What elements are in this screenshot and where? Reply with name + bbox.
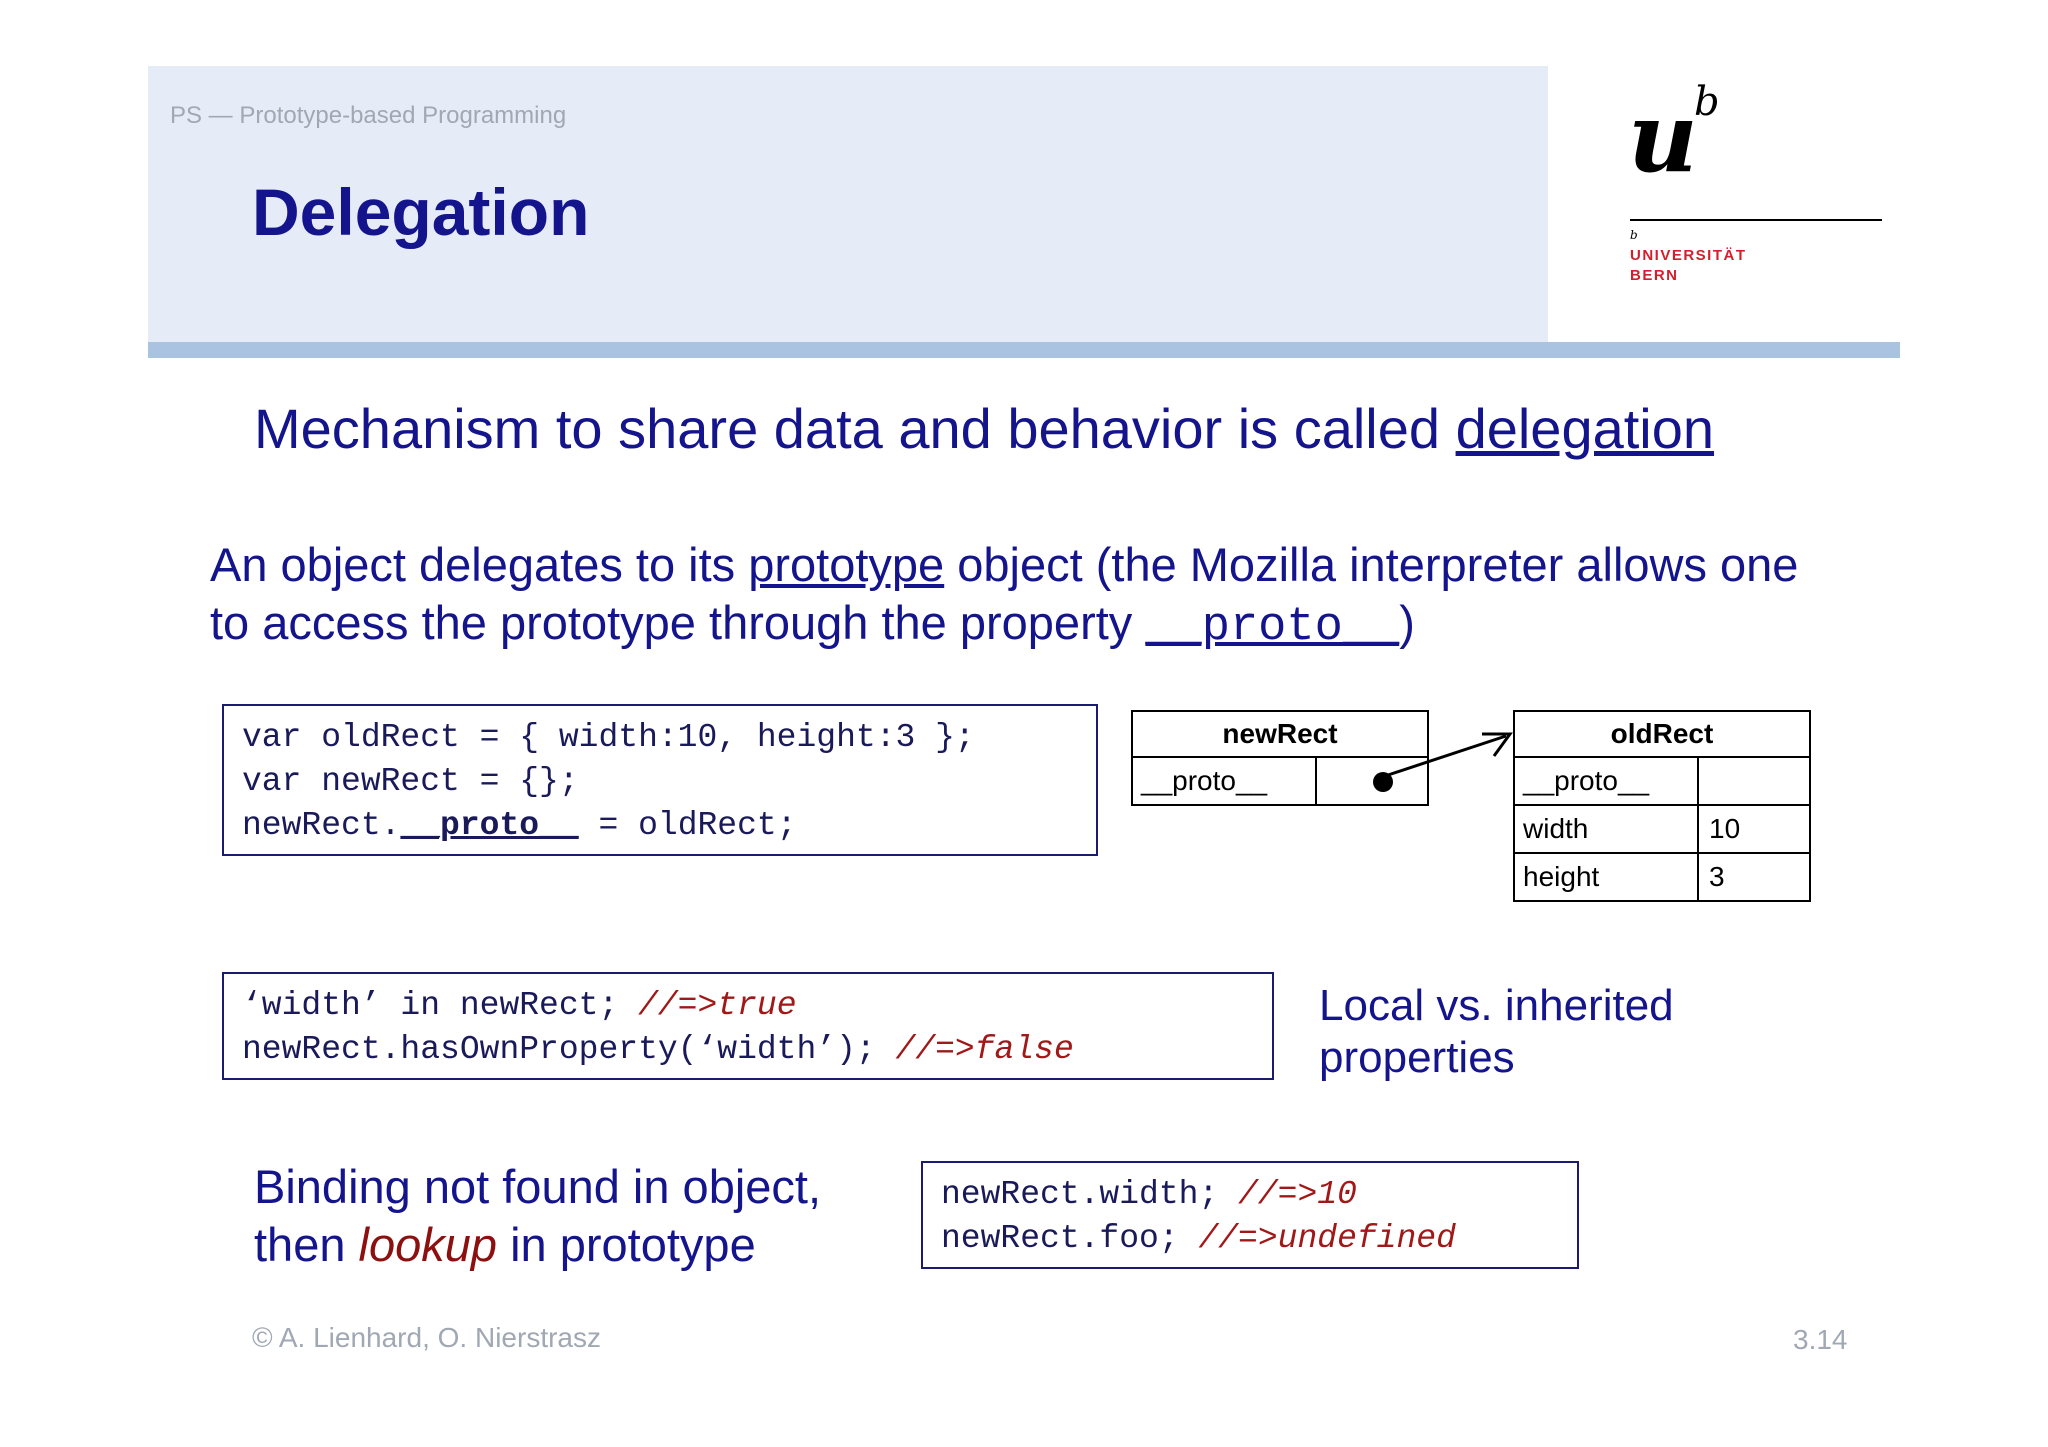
- object-title: oldRect: [1515, 712, 1809, 758]
- prototype-paragraph: [210, 536, 1810, 657]
- header-rule: [148, 342, 1900, 358]
- para-code-proto: __proto__: [1145, 601, 1400, 654]
- logo-wordmark: [1630, 246, 1747, 286]
- object-slot-row: [1515, 758, 1809, 806]
- delegation-arrow: [1370, 726, 1520, 786]
- code-block-property-check: [222, 972, 1274, 1080]
- object-slot-row: [1515, 854, 1809, 900]
- slot-value: 10: [1709, 813, 1741, 844]
- object-slot-row: [1515, 806, 1809, 854]
- slide-title: Delegation: [252, 175, 590, 249]
- footer-page-number: 3.14: [1793, 1324, 1848, 1355]
- code-line: newRect.hasOwnProperty(‘width’); //=>false: [242, 1031, 1074, 1068]
- logo-wordmark-line1: UNIVERSITÄT: [1630, 247, 1747, 264]
- object-title: newRect: [1133, 712, 1427, 758]
- code-line: var newRect = {};: [242, 763, 579, 800]
- slot-value: 3: [1709, 861, 1725, 892]
- logo-letter-b: b: [1694, 79, 1720, 125]
- lead-underlined-term: delegation: [1455, 397, 1715, 460]
- para-part3: ): [1399, 596, 1415, 649]
- code-line: var oldRect = { width:10, height:3 };: [242, 719, 975, 756]
- object-box-oldRect: [1513, 710, 1811, 902]
- lead-text: Mechanism to share data and behavior is called: [254, 397, 1456, 460]
- logo-divider: [1630, 219, 1882, 221]
- logo-letter-u: u: [1628, 81, 1698, 194]
- code-line: newRect.__proto__ = oldRect;: [242, 807, 797, 844]
- code-line: newRect.width; //=>10: [941, 1176, 1357, 1213]
- slot-key: width: [1515, 806, 1699, 852]
- slot-value: [1699, 758, 1809, 804]
- code-block-lookup: [921, 1161, 1579, 1269]
- logo-small-b: b: [1630, 228, 1638, 242]
- para-underlined-term: prototype: [748, 538, 945, 591]
- lead-statement: [254, 396, 1714, 461]
- note-local-inherited: Local vs. inherited properties: [1319, 981, 1674, 1082]
- slot-key: __proto__: [1515, 758, 1699, 804]
- code-line: newRect.foo; //=>undefined: [941, 1220, 1456, 1257]
- note-binding-lookup: Binding not found in object, then lookup in prototype: [254, 1160, 822, 1271]
- course-label: PS — Prototype-based Programming: [170, 102, 567, 129]
- code-block-definition: [222, 704, 1098, 856]
- footer-copyright: © A. Lienhard, O. Nierstrasz: [252, 1322, 601, 1353]
- para-part2: object (the Mozilla interpreter allows one to access the prototype through the property: [210, 538, 1799, 649]
- code-line: ‘width’ in newRect; //=>true: [242, 987, 797, 1024]
- para-part1: An object delegates to its: [210, 538, 749, 591]
- slot-key: height: [1515, 854, 1699, 900]
- slot-key: __proto__: [1133, 758, 1317, 804]
- logo-wordmark-line2: BERN: [1630, 267, 1679, 284]
